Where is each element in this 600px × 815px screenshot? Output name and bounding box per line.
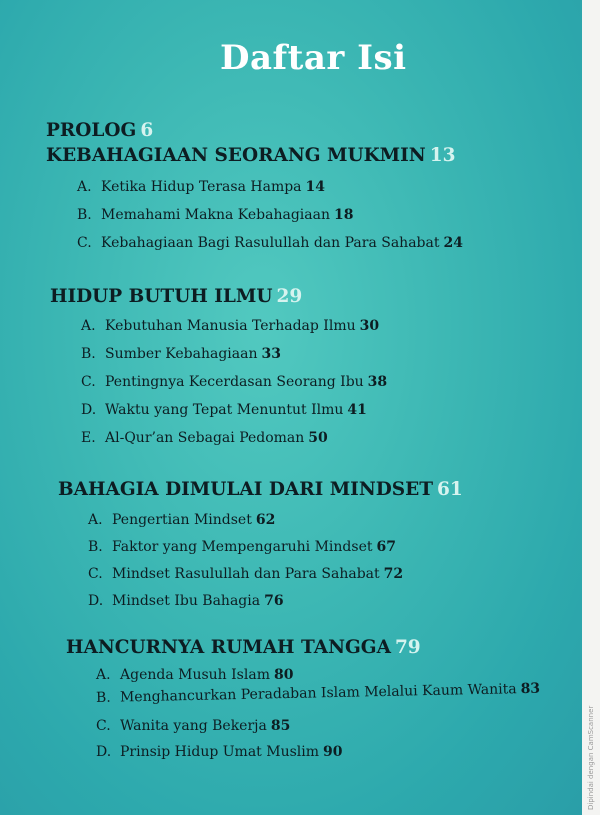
item-page: 62	[255, 512, 276, 528]
item-page: 30	[359, 318, 380, 334]
item-letter: D.	[81, 402, 97, 418]
chapter-title: KEBAHAGIAAN SEORANG MUKMIN	[46, 145, 426, 166]
item-letter: B.	[81, 346, 96, 362]
item-text: Kebahagiaan Bagi Rasulullah dan Para Sahabat	[101, 235, 440, 251]
item-page: 33	[261, 346, 281, 362]
item-page: 67	[376, 539, 396, 555]
item-text: Prinsip Hidup Umat Muslim	[120, 744, 320, 760]
item-text: Waktu yang Tepat Menuntut Ilmu	[105, 402, 344, 418]
item-letter: B.	[77, 207, 92, 223]
chapter-bahagia-mindset	[58, 479, 463, 500]
scanner-watermark: Dipindai dengan CamScanner	[587, 705, 595, 810]
item-page: 72	[383, 566, 404, 582]
toc-item	[81, 402, 367, 418]
item-page: 85	[270, 718, 291, 734]
item-text: Agenda Musuh Islam	[120, 667, 270, 683]
item-text: Ketika Hidup Terasa Hampa	[101, 179, 302, 195]
chapter-page: 61	[437, 479, 463, 500]
item-page: 90	[323, 744, 343, 760]
item-letter: E.	[81, 430, 96, 446]
item-page: 14	[305, 179, 326, 195]
page-title: Daftar Isi	[220, 38, 407, 78]
toc-item	[81, 430, 328, 446]
item-letter: C.	[88, 566, 103, 582]
item-text: Mindset Rasulullah dan Para Sahabat	[112, 566, 380, 582]
toc-item	[88, 593, 284, 609]
toc-item	[77, 235, 463, 251]
toc-item	[77, 207, 353, 223]
chapter-kebahagiaan	[46, 145, 455, 166]
item-text: Al-Qur’an Sebagai Pedoman	[105, 430, 305, 446]
chapter-prolog	[46, 120, 153, 141]
toc-item	[88, 512, 275, 528]
toc-item	[96, 718, 290, 734]
item-text: Menghancurkan Peradaban Islam Melalui Kaum Wanita	[119, 681, 517, 706]
item-page: 41	[347, 402, 367, 418]
item-letter: D.	[96, 744, 112, 760]
item-text: Faktor yang Mempengaruhi Mindset	[112, 539, 373, 555]
chapter-title: BAHAGIA DIMULAI DARI MINDSET	[58, 479, 434, 500]
item-letter: A.	[88, 512, 103, 528]
item-page: 38	[367, 374, 388, 390]
toc-item	[96, 667, 293, 683]
toc-item	[88, 566, 403, 582]
item-text: Sumber Kebahagiaan	[105, 346, 258, 362]
item-letter: C.	[81, 374, 96, 390]
item-letter: B.	[95, 689, 111, 706]
chapter-hancurnya-rumah-tangga	[66, 637, 421, 658]
item-text: Wanita yang Bekerja	[120, 718, 267, 734]
item-page: 24	[443, 235, 463, 251]
item-letter: A.	[77, 179, 92, 195]
toc-item	[81, 374, 387, 390]
toc-item	[88, 539, 396, 555]
item-text: Pentingnya Kecerdasan Seorang Ibu	[105, 374, 364, 390]
toc-item	[81, 318, 379, 334]
item-letter: A.	[81, 318, 96, 334]
item-text: Mindset Ibu Bahagia	[112, 593, 261, 609]
item-letter: B.	[88, 539, 103, 555]
chapter-page: 13	[429, 145, 456, 166]
item-letter: D.	[88, 593, 104, 609]
item-text: Memahami Makna Kebahagiaan	[101, 207, 330, 223]
chapter-page: 29	[276, 286, 303, 307]
item-letter: A.	[96, 667, 111, 683]
chapter-hidup-butuh-ilmu	[50, 286, 302, 307]
item-letter: C.	[77, 235, 92, 251]
item-text: Kebutuhan Manusia Terhadap Ilmu	[105, 318, 356, 334]
item-page: 76	[264, 593, 284, 609]
item-page: 83	[520, 680, 541, 698]
chapter-page: 6	[140, 120, 154, 141]
item-page: 80	[273, 667, 294, 683]
chapter-page: 79	[394, 637, 421, 658]
chapter-title: HIDUP BUTUH ILMU	[50, 286, 273, 307]
toc-item	[81, 346, 281, 362]
item-page: 18	[333, 207, 354, 223]
toc-item	[96, 744, 343, 760]
chapter-title: HANCURNYA RUMAH TANGGA	[66, 637, 391, 658]
item-text: Pengertian Mindset	[112, 512, 252, 528]
toc-item	[77, 179, 325, 195]
chapter-title: PROLOG	[46, 120, 137, 141]
toc-item	[96, 681, 540, 706]
item-page: 50	[308, 430, 328, 446]
item-letter: C.	[96, 718, 111, 734]
